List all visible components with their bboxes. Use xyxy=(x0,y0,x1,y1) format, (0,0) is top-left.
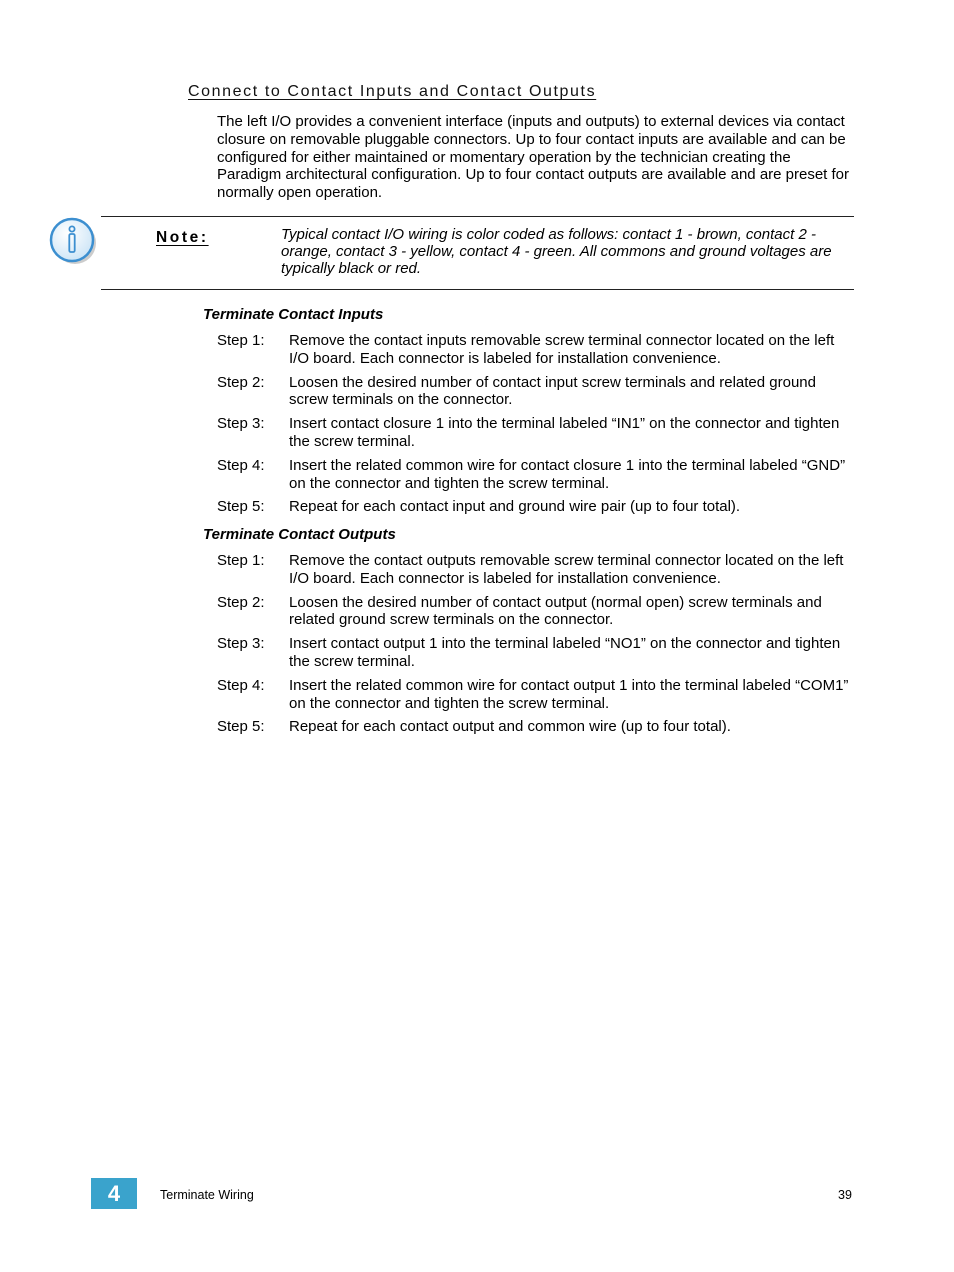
list-item xyxy=(217,498,857,516)
step-text: Repeat for each contact input and ground wire pair (up to four total). xyxy=(289,498,741,516)
list-item xyxy=(217,374,857,410)
note-top-rule xyxy=(101,216,854,217)
step-label: Step 1: xyxy=(217,552,265,569)
inputs-heading: Terminate Contact Inputs xyxy=(203,306,384,323)
step-label: Step 5: xyxy=(217,718,265,736)
step-text: Insert the related common wire for contact closure 1 into the terminal labeled “GND” on the connector and tighten the screw terminal. xyxy=(289,456,846,492)
step-label: Step 4: xyxy=(217,676,265,694)
intro-paragraph: The left I/O provides a convenient interface (inputs and outputs) to external devices via contact closure on removable pluggable connectors. Up to four contact inputs are available and can be configured for either maintained or momentary operation by the technician creating the Paradigm architectural configuration. Up to four contact outputs are available and are preset for normally open operation. xyxy=(217,113,850,202)
step-text: Remove the contact inputs removable screw terminal connector located on the left I/O board. Each connector is labeled for installation convenience. xyxy=(289,332,835,367)
page-number: 39 xyxy=(838,1188,852,1202)
footer-title: Terminate Wiring xyxy=(160,1188,254,1202)
step-text: Insert contact output 1 into the terminal labeled “NO1” on the connector and tighten the screw terminal. xyxy=(289,635,841,670)
outputs-steps xyxy=(217,552,857,742)
note-label: Note: xyxy=(156,229,209,246)
step-label: Step 3: xyxy=(217,635,265,653)
note-text: Typical contact I/O wiring is color coded as follows: contact 1 - brown, contact 2 - orange, contact 3 - yellow, contact 4 - green. All commons and ground voltages are typically black or red. xyxy=(281,226,832,277)
step-label: Step 2: xyxy=(217,593,265,611)
step-text: Loosen the desired number of contact input screw terminals and related ground screw terminals on the connector. xyxy=(289,373,816,409)
section-title: Connect to Contact Inputs and Contact Outputs xyxy=(188,83,597,100)
note-bottom-rule xyxy=(101,289,854,290)
step-text: Insert contact closure 1 into the terminal labeled “IN1” on the connector and tighten the screw terminal. xyxy=(289,415,840,450)
list-item xyxy=(217,457,857,493)
info-icon xyxy=(46,214,100,268)
chapter-badge: 4 xyxy=(91,1178,137,1209)
step-label: Step 2: xyxy=(217,373,265,391)
list-item xyxy=(217,332,857,368)
step-text: Remove the contact outputs removable screw terminal connector located on the left I/O board. Each connector is labeled for installation convenience. xyxy=(289,552,844,587)
list-item xyxy=(217,718,857,736)
step-label: Step 3: xyxy=(217,415,265,433)
step-text: Insert the related common wire for contact output 1 into the terminal labeled “COM1” on the connector and tighten the screw terminal. xyxy=(289,676,849,712)
outputs-heading: Terminate Contact Outputs xyxy=(203,526,396,543)
step-text: Repeat for each contact output and common wire (up to four total). xyxy=(289,718,731,736)
step-label: Step 5: xyxy=(217,498,265,516)
list-item xyxy=(217,415,857,451)
list-item xyxy=(217,552,857,588)
list-item xyxy=(217,635,857,671)
step-text: Loosen the desired number of contact output (normal open) screw terminals and related ground screw terminals on the connector. xyxy=(289,593,822,629)
step-label: Step 4: xyxy=(217,456,265,474)
step-label: Step 1: xyxy=(217,332,265,349)
list-item xyxy=(217,594,857,630)
list-item xyxy=(217,677,857,713)
inputs-steps xyxy=(217,332,857,522)
